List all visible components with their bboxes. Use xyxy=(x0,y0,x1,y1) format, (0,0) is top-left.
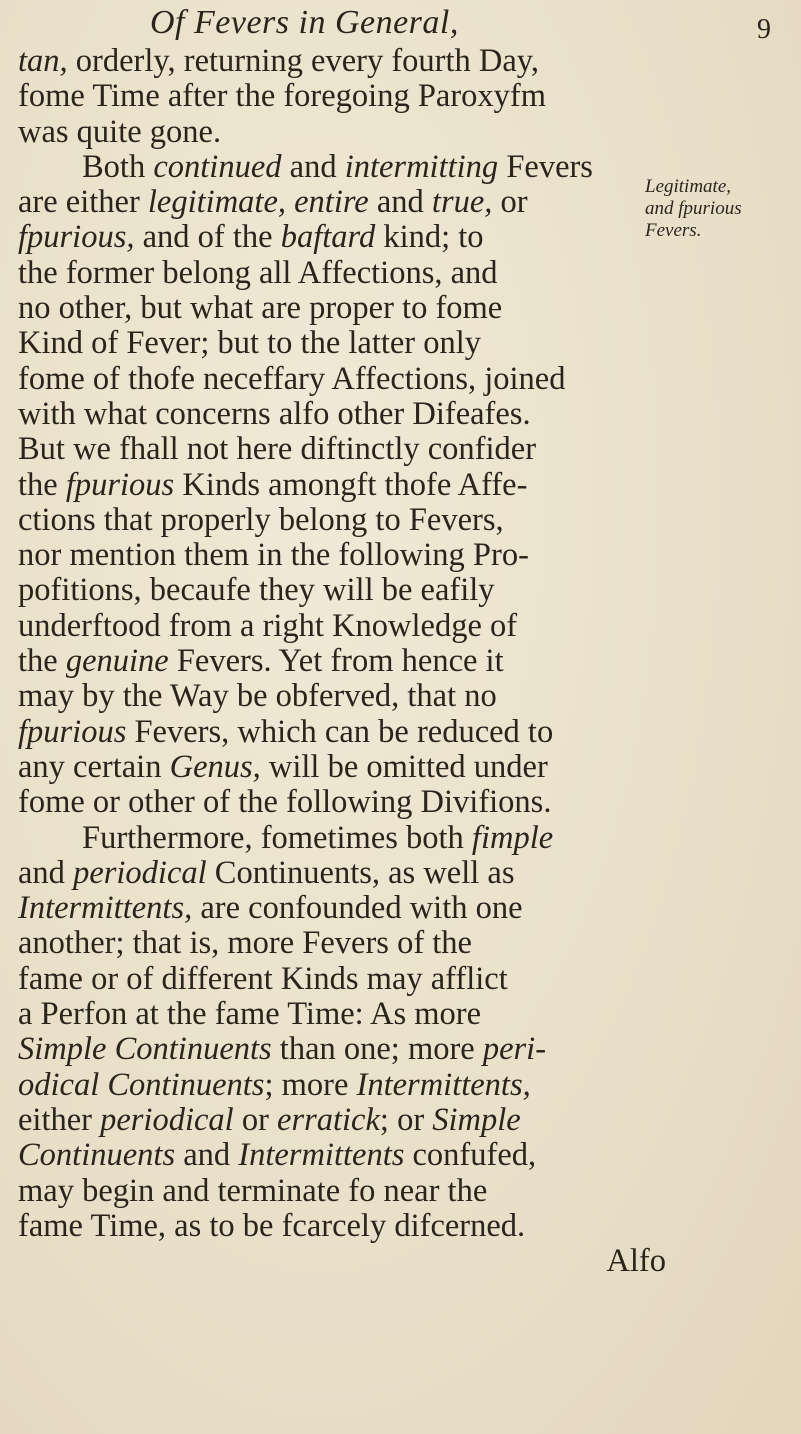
italic-run: odical Continuents xyxy=(18,1066,265,1103)
text-line xyxy=(18,503,668,538)
italic-run: Continuents xyxy=(18,1137,176,1174)
text-run: Furthermore, fometimes both xyxy=(82,819,472,856)
text-run: are either xyxy=(18,184,148,221)
text-line xyxy=(18,856,668,891)
italic-run: Intermittents xyxy=(238,1137,405,1174)
text-run: fame Time, as to be fcarcely difcerned. xyxy=(18,1207,526,1244)
italic-run: fpurious xyxy=(65,466,175,503)
text-line xyxy=(18,326,668,361)
text-line xyxy=(18,150,668,185)
text-run: either xyxy=(18,1101,101,1138)
text-run: the xyxy=(18,466,66,503)
text-line xyxy=(18,220,668,255)
text-run: fame or of different Kinds may afflict xyxy=(18,960,508,997)
text-line xyxy=(18,79,668,114)
text-run: Fevers. Yet from hence it xyxy=(168,643,504,680)
text-run: fome of thofe neceffary Affections, joined xyxy=(18,360,566,397)
text-line xyxy=(18,1174,668,1209)
text-line xyxy=(18,750,668,785)
text-run: and xyxy=(368,184,432,221)
text-run: pofitions, becaufe they will be eafily xyxy=(18,572,495,609)
text-line xyxy=(18,891,668,926)
italic-run: periodical xyxy=(73,854,207,891)
text-line xyxy=(18,362,668,397)
text-line xyxy=(18,715,668,750)
text-run: another; that is, more Fevers of the xyxy=(18,925,472,962)
text-run: fome or other of the following Divifions. xyxy=(18,784,552,821)
text-line xyxy=(18,432,668,467)
body-text xyxy=(18,44,668,1279)
text-run: fome Time after the foregoing Paroxyfm xyxy=(18,78,547,115)
text-line xyxy=(18,609,668,644)
italic-run: tan, xyxy=(18,43,68,79)
italic-run: erratick xyxy=(277,1101,380,1138)
text-run: and xyxy=(18,854,74,891)
text-run: But we fhall not here diftinctly confider xyxy=(18,431,537,468)
text-line xyxy=(18,256,668,291)
italic-run: Simple xyxy=(432,1101,521,1138)
text-line xyxy=(18,468,668,503)
text-line xyxy=(18,115,668,150)
text-line xyxy=(18,1103,668,1138)
text-run: will be omitted under xyxy=(260,748,548,785)
italic-run: periodical xyxy=(100,1101,234,1138)
italic-run: Intermittents, xyxy=(356,1066,531,1103)
text-line xyxy=(18,997,668,1032)
text-run: no other, but what are proper to fome xyxy=(18,290,503,327)
text-run: and of the xyxy=(134,219,281,256)
text-line xyxy=(18,185,668,220)
italic-run: genuine xyxy=(65,643,169,680)
text-line xyxy=(18,679,668,714)
text-run: the xyxy=(18,643,66,680)
text-run: and xyxy=(281,148,345,185)
text-line xyxy=(18,644,668,679)
text-run: underftood from a right Knowledge of xyxy=(18,607,518,644)
text-run: nor mention them in the following Pro- xyxy=(18,537,529,574)
text-run: may begin and terminate fo near the xyxy=(18,1172,488,1209)
text-line xyxy=(18,291,668,326)
italic-run: fpurious xyxy=(18,713,127,750)
italic-run: Simple Continuents xyxy=(18,1031,272,1068)
text-run: ctions that properly belong to Fevers, xyxy=(18,501,504,538)
text-run: the former belong all Affections, and xyxy=(18,254,498,291)
margin-note-3: Fevers. xyxy=(645,220,702,241)
text-run: Continuents, as well as xyxy=(206,854,515,891)
text-run: are confounded with one xyxy=(192,890,523,927)
italic-run: peri- xyxy=(482,1031,547,1068)
text-line xyxy=(18,1138,668,1173)
text-line xyxy=(18,44,668,79)
italic-run: intermitting xyxy=(344,148,499,185)
text-run: orderly, returning every fourth Day, xyxy=(67,43,540,79)
text-run: Kinds amongft thofe Affe- xyxy=(174,466,528,503)
text-run: Kind of Fever; but to the latter only xyxy=(18,325,482,362)
text-run: with what concerns alfo other Difeafes. xyxy=(18,395,531,432)
text-line xyxy=(18,926,668,961)
page-number: 9 xyxy=(757,14,771,45)
text-line xyxy=(18,785,668,820)
text-run: ; or xyxy=(379,1101,433,1138)
text-run: kind; to xyxy=(375,219,484,256)
text-run: and xyxy=(175,1137,239,1174)
text-line xyxy=(18,538,668,573)
italic-run: Genus, xyxy=(169,748,261,785)
italic-run: continued xyxy=(153,148,282,185)
catchword: Alfo xyxy=(606,1243,666,1280)
text-run: or xyxy=(492,184,528,221)
text-run: ; more xyxy=(264,1066,357,1103)
text-run: any certain xyxy=(18,748,170,785)
text-line xyxy=(18,1032,668,1067)
margin-note-1: Legitimate, xyxy=(645,176,732,197)
text-line xyxy=(18,962,668,997)
text-run: may by the Way be obferved, that no xyxy=(18,678,497,715)
italic-run: Intermittents, xyxy=(18,890,193,927)
text-run: Fevers, which can be reduced to xyxy=(126,713,554,750)
text-run: confufed, xyxy=(404,1137,537,1174)
text-run: Both xyxy=(82,148,154,185)
text-line xyxy=(18,397,668,432)
running-title: Of Fevers in General, xyxy=(150,4,459,41)
text-run: a Perfon at the fame Time: As more xyxy=(18,996,482,1033)
text-run: or xyxy=(233,1101,278,1138)
italic-run: fpurious, xyxy=(18,219,135,256)
italic-run: true, xyxy=(431,184,493,221)
italic-run: legitimate, entire xyxy=(147,184,369,221)
italic-run: baftard xyxy=(280,219,376,256)
text-line xyxy=(18,1209,668,1244)
text-line xyxy=(18,1068,668,1103)
text-run: than one; more xyxy=(271,1031,483,1068)
italic-run: fimple xyxy=(471,819,554,856)
text-line xyxy=(18,573,668,608)
margin-note-2: and fpurious xyxy=(645,198,742,219)
text-run: was quite gone. xyxy=(18,113,222,150)
text-run: Fevers xyxy=(498,148,593,185)
text-line xyxy=(18,821,668,856)
